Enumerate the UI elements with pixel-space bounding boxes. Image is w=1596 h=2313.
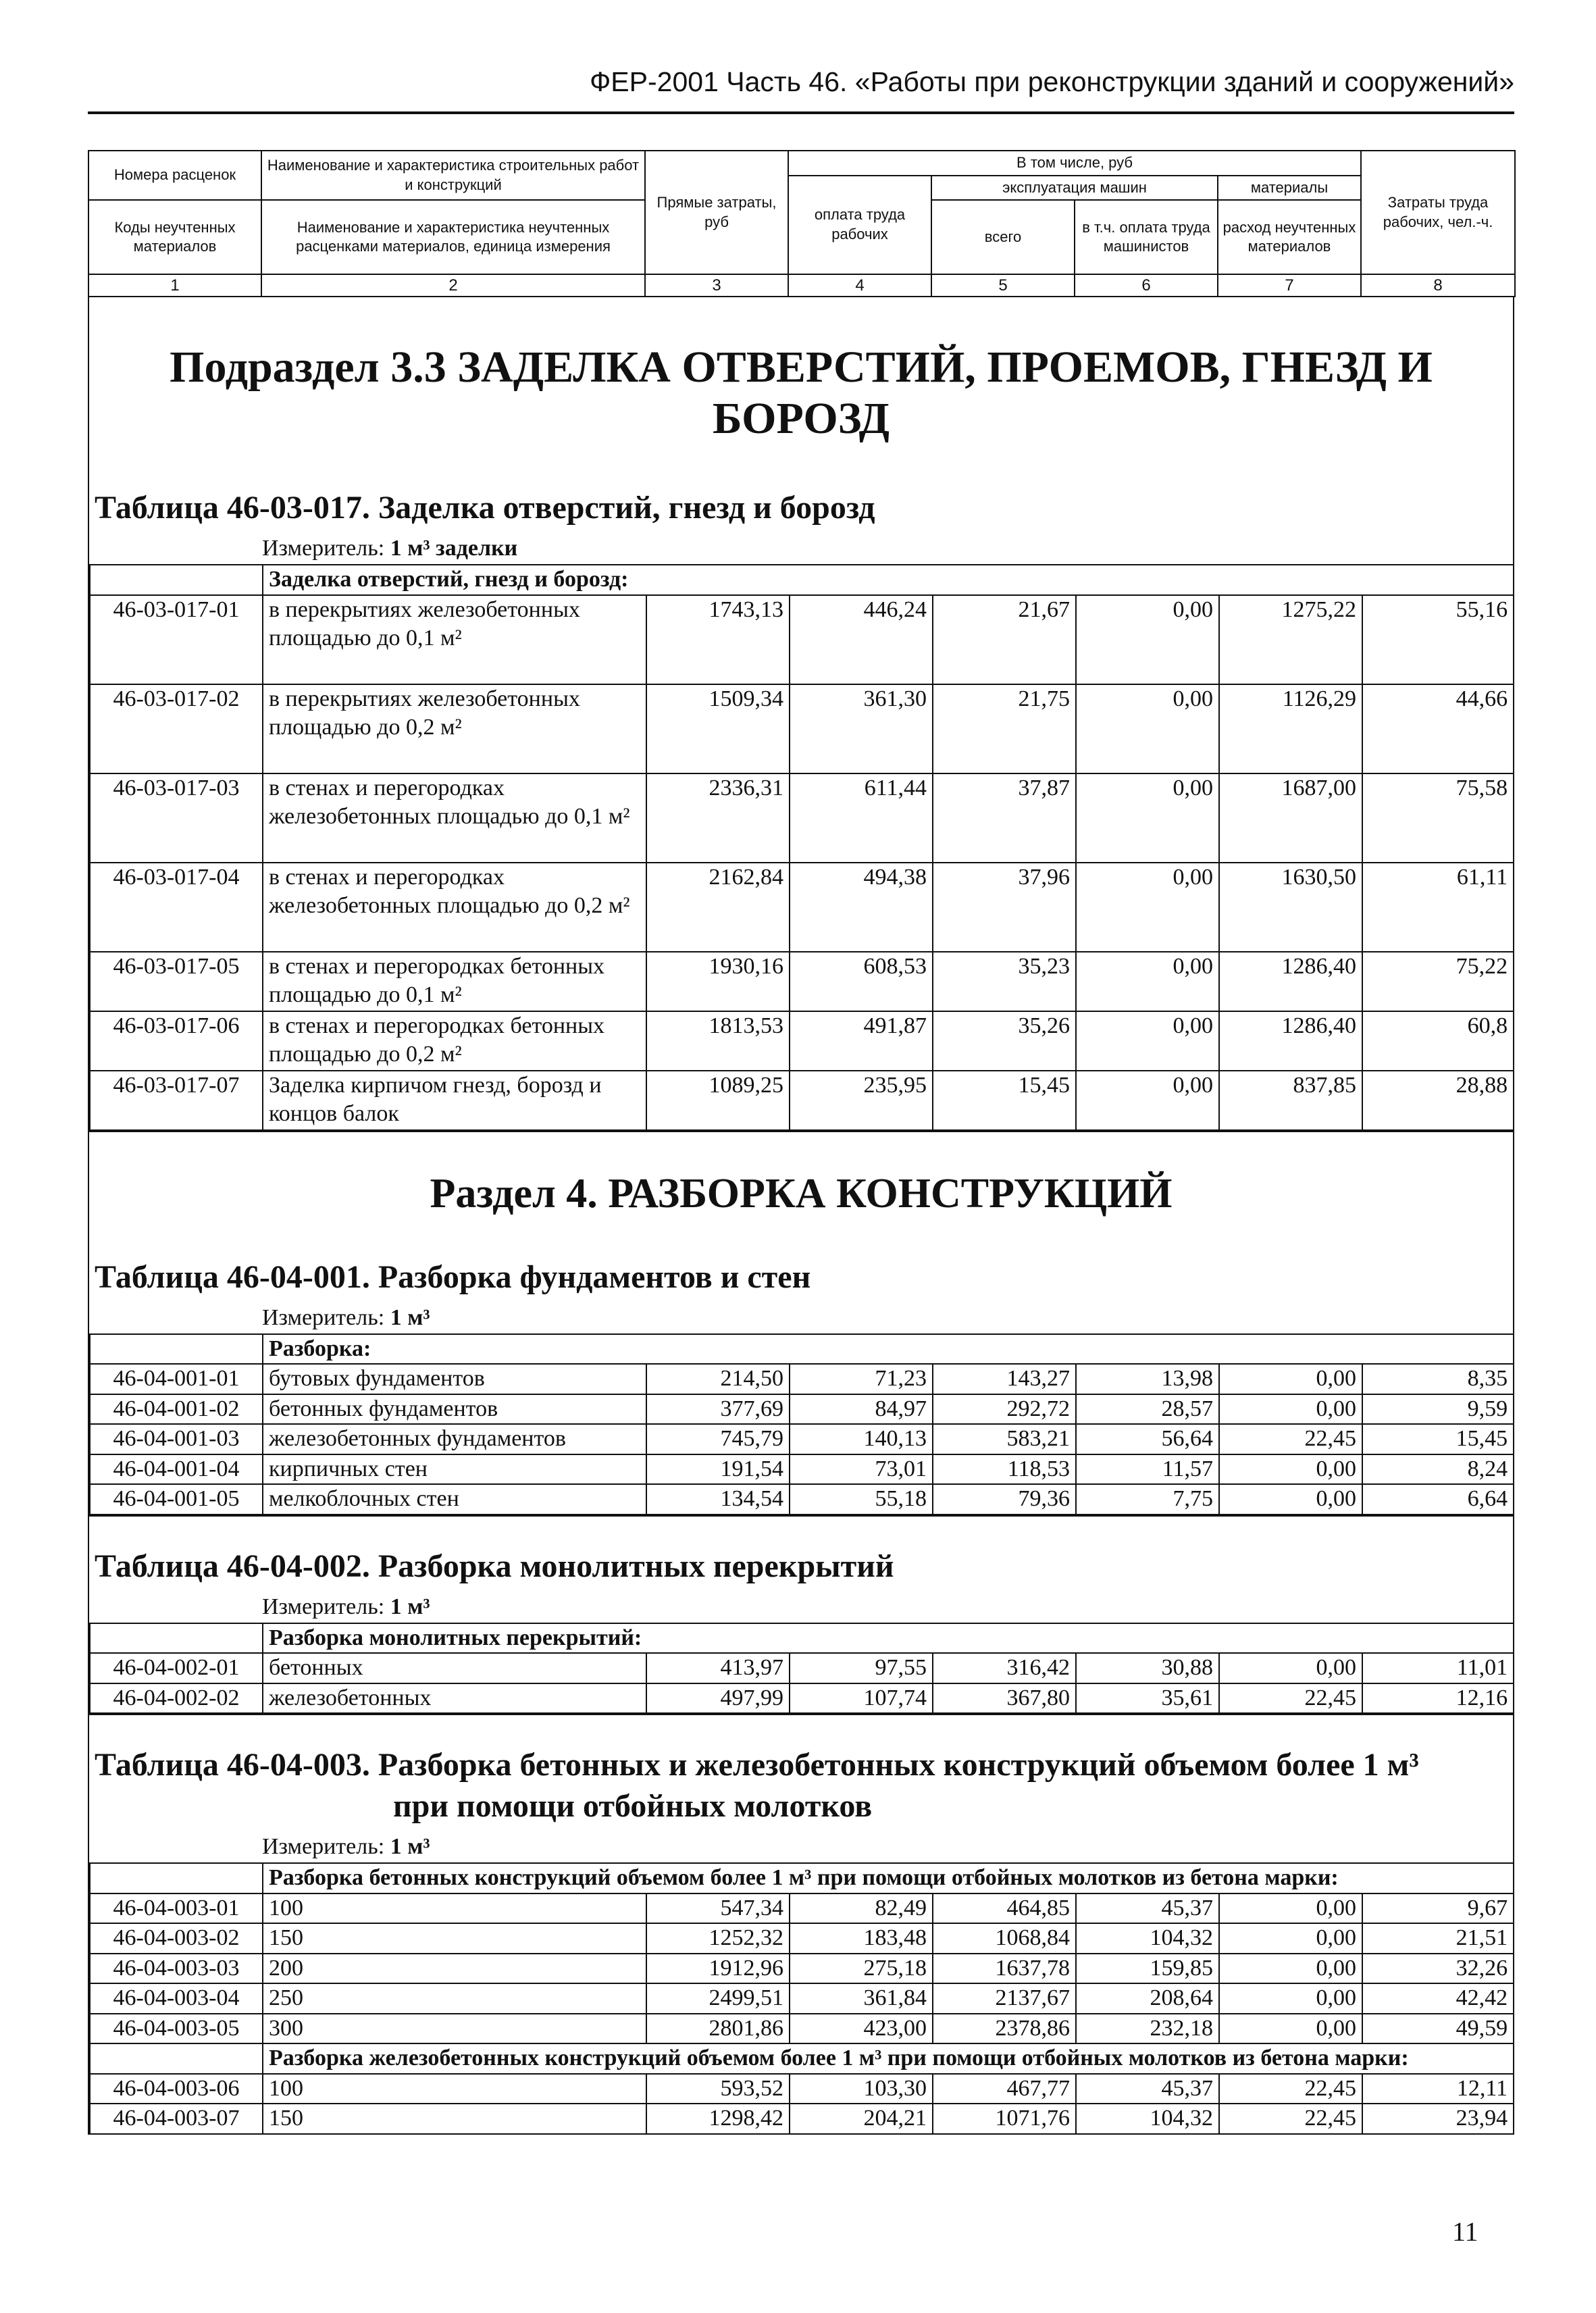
value-labor: 44,66 <box>1362 684 1514 773</box>
value-wages: 183,48 <box>790 1923 933 1954</box>
value-machines: 143,27 <box>933 1364 1076 1394</box>
work-name: бетонных <box>263 1653 646 1683</box>
work-name: в стенах и перегородках бетонных площадью до 0,1 м² <box>263 952 646 1011</box>
rate-code: 46-04-001-03 <box>90 1424 263 1454</box>
table-title: Таблица 46-04-002. Разборка монолитных перекрытий <box>95 1548 894 1584</box>
caption-number: 7 <box>1218 274 1361 297</box>
column-caption <box>88 150 1516 297</box>
caption-machinist-wages: в т.ч. оплата труда машинистов <box>1075 200 1218 274</box>
group-row <box>90 1334 1514 1365</box>
value-machinists: 45,37 <box>1076 2074 1219 2104</box>
value-wages: 140,13 <box>790 1424 933 1454</box>
document-frame <box>88 150 1514 2166</box>
table-row <box>90 1454 1514 1485</box>
value-direct: 2499,51 <box>646 1983 790 2014</box>
value-direct: 2801,86 <box>646 2014 790 2044</box>
value-direct: 191,54 <box>646 1454 790 1485</box>
table-row <box>90 1364 1514 1394</box>
value-materials: 1275,22 <box>1219 595 1362 684</box>
value-machines: 118,53 <box>933 1454 1076 1485</box>
rate-code: 46-04-001-01 <box>90 1364 263 1394</box>
work-name: бетонных фундаментов <box>263 1394 646 1425</box>
value-machinists: 45,37 <box>1076 1893 1219 1924</box>
caption-number: 4 <box>788 274 931 297</box>
table-row <box>90 2014 1514 2044</box>
value-labor: 8,24 <box>1362 1454 1514 1485</box>
value-direct: 1743,13 <box>646 595 790 684</box>
caption-number: 6 <box>1075 274 1218 297</box>
value-direct: 1252,32 <box>646 1923 790 1954</box>
caption-number: 2 <box>261 274 645 297</box>
group-spacer-cell <box>90 1334 263 1365</box>
value-machines: 1637,78 <box>933 1954 1076 1984</box>
value-wages: 275,18 <box>790 1954 933 1984</box>
value-wages: 491,87 <box>790 1011 933 1071</box>
value-labor: 42,42 <box>1362 1983 1514 2014</box>
rate-code: 46-03-017-07 <box>90 1071 263 1130</box>
rate-code: 46-04-003-06 <box>90 2074 263 2104</box>
table-row <box>90 2104 1514 2134</box>
value-machinists: 0,00 <box>1076 773 1219 863</box>
value-materials: 0,00 <box>1219 1394 1362 1425</box>
group-spacer-cell <box>90 565 263 595</box>
group-title: Разборка: <box>263 1334 1514 1365</box>
value-labor: 12,16 <box>1362 1683 1514 1714</box>
value-labor: 60,8 <box>1362 1011 1514 1071</box>
caption-codes: Номера расценок <box>88 151 261 200</box>
group-row <box>90 2043 1514 2074</box>
value-machinists: 0,00 <box>1076 1071 1219 1130</box>
table-row <box>90 863 1514 952</box>
value-labor: 15,45 <box>1362 1424 1514 1454</box>
value-wages: 446,24 <box>790 595 933 684</box>
value-wages: 107,74 <box>790 1683 933 1714</box>
rate-code: 46-03-017-03 <box>90 773 263 863</box>
value-wages: 361,30 <box>790 684 933 773</box>
value-direct: 134,54 <box>646 1484 790 1515</box>
value-labor: 21,51 <box>1362 1923 1514 1954</box>
work-name: мелкоблочных стен <box>263 1484 646 1515</box>
work-name: в перекрытиях железобетонных площадью до 0,2 м² <box>263 684 646 773</box>
value-materials: 1126,29 <box>1219 684 1362 773</box>
meter-value: 1 м³ <box>390 1304 430 1330</box>
rate-code: 46-03-017-01 <box>90 595 263 684</box>
value-wages: 103,30 <box>790 2074 933 2104</box>
spacer <box>89 1714 1513 1742</box>
value-machines: 35,26 <box>933 1011 1076 1071</box>
value-machines: 292,72 <box>933 1394 1076 1425</box>
value-materials: 0,00 <box>1219 2014 1362 2044</box>
value-direct: 2162,84 <box>646 863 790 952</box>
value-labor: 8,35 <box>1362 1364 1514 1394</box>
caption-number: 5 <box>931 274 1075 297</box>
value-machinists: 104,32 <box>1076 2104 1219 2134</box>
value-materials: 22,45 <box>1219 1424 1362 1454</box>
table-row <box>90 684 1514 773</box>
value-direct: 377,69 <box>646 1394 790 1425</box>
table-row <box>90 1954 1514 1984</box>
value-direct: 413,97 <box>646 1653 790 1683</box>
value-materials: 1687,00 <box>1219 773 1362 863</box>
group-spacer-cell <box>90 1863 263 1893</box>
meter-value: 1 м³ <box>390 1834 430 1860</box>
table-row <box>90 773 1514 863</box>
meter-value: 1 м³ <box>390 1594 430 1619</box>
value-machines: 35,23 <box>933 952 1076 1011</box>
work-name: 250 <box>263 1983 646 2014</box>
group-title: Разборка монолитных перекрытий: <box>263 1623 1514 1654</box>
value-machinists: 0,00 <box>1076 1011 1219 1071</box>
rate-code: 46-03-017-04 <box>90 863 263 952</box>
work-name: в стенах и перегородках бетонных площадью до 0,2 м² <box>263 1011 646 1071</box>
value-labor: 11,01 <box>1362 1653 1514 1683</box>
work-name: 100 <box>263 2074 646 2104</box>
rate-code: 46-03-017-02 <box>90 684 263 773</box>
work-name: в стенах и перегородках железобетонных площадью до 0,2 м² <box>263 863 646 952</box>
value-labor: 75,22 <box>1362 952 1514 1011</box>
table-row <box>90 1071 1514 1130</box>
table-row <box>90 1394 1514 1425</box>
caption-labor: Затраты труда рабочих, чел.-ч. <box>1361 151 1515 274</box>
rate-code: 46-04-001-02 <box>90 1394 263 1425</box>
value-machinists: 11,57 <box>1076 1454 1219 1485</box>
value-labor: 28,88 <box>1362 1071 1514 1130</box>
value-direct: 1509,34 <box>646 684 790 773</box>
work-name: 300 <box>263 2014 646 2044</box>
value-wages: 55,18 <box>790 1484 933 1515</box>
group-row <box>90 1623 1514 1654</box>
value-machinists: 159,85 <box>1076 1954 1219 1984</box>
table-title: Таблица 46-04-001. Разборка фундаментов и стен <box>95 1259 811 1295</box>
value-machines: 37,87 <box>933 773 1076 863</box>
value-materials: 22,45 <box>1219 2104 1362 2134</box>
group-title: Заделка отверстий, гнезд и борозд: <box>263 565 1514 595</box>
value-direct: 1813,53 <box>646 1011 790 1071</box>
rate-code: 46-04-003-04 <box>90 1983 263 2014</box>
value-machinists: 28,57 <box>1076 1394 1219 1425</box>
value-machinists: 7,75 <box>1076 1484 1219 1515</box>
table-row <box>90 2074 1514 2104</box>
table-title: Таблица 46-03-017. Заделка отверстий, гнезд и борозд <box>95 490 875 526</box>
rate-code: 46-04-001-05 <box>90 1484 263 1515</box>
caption-unaccounted: расход неучтенных материалов <box>1218 200 1361 274</box>
table-meter <box>89 1834 1513 1860</box>
value-materials: 0,00 <box>1219 1923 1362 1954</box>
meter-label: Измеритель: <box>262 536 385 561</box>
value-machinists: 0,00 <box>1076 863 1219 952</box>
meter-value: 1 м³ заделки <box>390 536 518 561</box>
value-wages: 73,01 <box>790 1454 933 1485</box>
value-direct: 1912,96 <box>646 1954 790 1984</box>
value-materials: 0,00 <box>1219 1364 1362 1394</box>
value-materials: 0,00 <box>1219 1653 1362 1683</box>
table-row <box>90 1484 1514 1515</box>
rates-table-46-04-003 <box>89 1862 1514 2135</box>
table-meter <box>89 1305 1513 1331</box>
value-machines: 367,80 <box>933 1683 1076 1714</box>
value-wages: 84,97 <box>790 1394 933 1425</box>
value-machines: 21,67 <box>933 595 1076 684</box>
table-title: Таблица 46-04-003. Разборка бетонных и железобетонных конструкций объемом более 1 м³ <box>95 1747 1419 1783</box>
value-wages: 204,21 <box>790 2104 933 2134</box>
caption-including: В том числе, руб <box>788 151 1361 176</box>
work-name: 100 <box>263 1893 646 1924</box>
work-name: в стенах и перегородках железобетонных площадью до 0,1 м² <box>263 773 646 863</box>
value-direct: 745,79 <box>646 1424 790 1454</box>
value-machines: 2137,67 <box>933 1983 1076 2014</box>
value-machines: 316,42 <box>933 1653 1076 1683</box>
value-materials: 1286,40 <box>1219 952 1362 1011</box>
value-labor: 32,26 <box>1362 1954 1514 1984</box>
group-title: Разборка железобетонных конструкций объемом более 1 м³ при помощи отбойных молотков из бетона марки: <box>263 2043 1514 2074</box>
work-name: бутовых фундаментов <box>263 1364 646 1394</box>
value-machines: 37,96 <box>933 863 1076 952</box>
document-body <box>88 297 1514 2135</box>
group-spacer-cell <box>90 2043 263 2074</box>
value-machines: 464,85 <box>933 1893 1076 1924</box>
spacer <box>89 1131 1513 1156</box>
value-machinists: 104,32 <box>1076 1923 1219 1954</box>
rate-code: 46-04-001-04 <box>90 1454 263 1485</box>
section-heading: Раздел 4. РАЗБОРКА КОНСТРУКЦИЙ <box>430 1170 1173 1217</box>
running-header: ФЕР-2001 Часть 46. «Работы при реконструкции зданий и сооружений» <box>590 66 1514 97</box>
value-labor: 23,94 <box>1362 2104 1514 2134</box>
value-direct: 497,99 <box>646 1683 790 1714</box>
table-row <box>90 1983 1514 2014</box>
table-meter <box>89 536 1513 561</box>
value-machinists: 232,18 <box>1076 2014 1219 2044</box>
value-machines: 21,75 <box>933 684 1076 773</box>
value-machinists: 208,64 <box>1076 1983 1219 2014</box>
work-name: 150 <box>263 2104 646 2134</box>
caption-number: 3 <box>645 274 788 297</box>
work-name: кирпичных стен <box>263 1454 646 1485</box>
work-name: 200 <box>263 1954 646 1984</box>
value-machines: 1068,84 <box>933 1923 1076 1954</box>
header-rule <box>88 111 1514 114</box>
work-name: Заделка кирпичом гнезд, борозд и концов балок <box>263 1071 646 1130</box>
meter-label: Измеритель: <box>262 1304 385 1330</box>
value-materials: 837,85 <box>1219 1071 1362 1130</box>
table-row <box>90 1893 1514 1924</box>
spacer <box>89 1515 1513 1544</box>
caption-direct-costs: Прямые затраты, руб <box>645 151 788 274</box>
table-row <box>90 1653 1514 1683</box>
subsection-heading: Подраздел 3.3 ЗАДЕЛКА ОТВЕРСТИЙ, ПРОЕМОВ, ГНЕЗД И БОРОЗД <box>170 342 1433 444</box>
caption-number: 8 <box>1361 274 1515 297</box>
value-labor: 49,59 <box>1362 2014 1514 2044</box>
value-wages: 71,23 <box>790 1364 933 1394</box>
table-meter <box>89 1594 1513 1620</box>
rate-code: 46-04-003-05 <box>90 2014 263 2044</box>
rates-table-46-03-017 <box>89 564 1514 1131</box>
value-labor: 9,59 <box>1362 1394 1514 1425</box>
table-row <box>90 595 1514 684</box>
value-machinists: 35,61 <box>1076 1683 1219 1714</box>
rates-table-46-04-002 <box>89 1623 1514 1714</box>
caption-material-codes: Коды неучтенных материалов <box>88 200 261 274</box>
value-materials: 1630,50 <box>1219 863 1362 952</box>
value-machinists: 0,00 <box>1076 952 1219 1011</box>
work-name: 150 <box>263 1923 646 1954</box>
value-wages: 423,00 <box>790 2014 933 2044</box>
table-row <box>90 1923 1514 1954</box>
value-machinists: 56,64 <box>1076 1424 1219 1454</box>
value-materials: 22,45 <box>1219 1683 1362 1714</box>
value-direct: 2336,31 <box>646 773 790 863</box>
rate-code: 46-04-002-01 <box>90 1653 263 1683</box>
caption-wages: оплата труда рабочих <box>788 176 931 275</box>
value-direct: 1089,25 <box>646 1071 790 1130</box>
value-direct: 547,34 <box>646 1893 790 1924</box>
group-row <box>90 1863 1514 1893</box>
value-machinists: 0,00 <box>1076 595 1219 684</box>
value-machines: 1071,76 <box>933 2104 1076 2134</box>
work-name: железобетонных фундаментов <box>263 1424 646 1454</box>
meter-label: Измеритель: <box>262 1834 385 1860</box>
value-materials: 1286,40 <box>1219 1011 1362 1071</box>
value-labor: 61,11 <box>1362 863 1514 952</box>
value-materials: 0,00 <box>1219 1454 1362 1485</box>
rate-code: 46-04-003-03 <box>90 1954 263 1984</box>
group-title: Разборка бетонных конструкций объемом более 1 м³ при помощи отбойных молотков из бетона марки: <box>263 1863 1514 1893</box>
value-wages: 97,55 <box>790 1653 933 1683</box>
value-direct: 593,52 <box>646 2074 790 2104</box>
value-materials: 0,00 <box>1219 1893 1362 1924</box>
caption-number: 1 <box>88 274 261 297</box>
value-direct: 1298,42 <box>646 2104 790 2134</box>
value-wages: 235,95 <box>790 1071 933 1130</box>
value-direct: 214,50 <box>646 1364 790 1394</box>
value-labor: 6,64 <box>1362 1484 1514 1515</box>
value-machinists: 0,00 <box>1076 684 1219 773</box>
caption-machines-total: всего <box>931 200 1075 274</box>
value-materials: 0,00 <box>1219 1983 1362 2014</box>
rate-code: 46-04-003-02 <box>90 1923 263 1954</box>
value-wages: 494,38 <box>790 863 933 952</box>
group-spacer-cell <box>90 1623 263 1654</box>
value-wages: 608,53 <box>790 952 933 1011</box>
rate-code: 46-04-003-01 <box>90 1893 263 1924</box>
rate-code: 46-04-002-02 <box>90 1683 263 1714</box>
value-machines: 2378,86 <box>933 2014 1076 2044</box>
value-machinists: 13,98 <box>1076 1364 1219 1394</box>
value-labor: 9,67 <box>1362 1893 1514 1924</box>
caption-materials: материалы <box>1218 176 1361 201</box>
value-labor: 55,16 <box>1362 595 1514 684</box>
page-number: 11 <box>1452 2216 1478 2247</box>
value-machines: 15,45 <box>933 1071 1076 1130</box>
group-row <box>90 565 1514 595</box>
value-machines: 79,36 <box>933 1484 1076 1515</box>
value-wages: 82,49 <box>790 1893 933 1924</box>
caption-machines: эксплуатация машин <box>931 176 1218 201</box>
value-wages: 611,44 <box>790 773 933 863</box>
value-wages: 361,84 <box>790 1983 933 2014</box>
table-row <box>90 1011 1514 1071</box>
work-name: в перекрытиях железобетонных площадью до 0,1 м² <box>263 595 646 684</box>
value-direct: 1930,16 <box>646 952 790 1011</box>
value-materials: 0,00 <box>1219 1954 1362 1984</box>
value-labor: 12,11 <box>1362 2074 1514 2104</box>
table-row <box>90 952 1514 1011</box>
value-materials: 22,45 <box>1219 2074 1362 2104</box>
rate-code: 46-03-017-05 <box>90 952 263 1011</box>
rates-table-46-04-001 <box>89 1333 1514 1515</box>
value-machines: 467,77 <box>933 2074 1076 2104</box>
meter-label: Измеритель: <box>262 1594 385 1619</box>
caption-material-name: Наименование и характеристика неучтенных расценками материалов, единица измерения <box>261 200 645 274</box>
table-title-continuation: при помощи отбойных молотков <box>393 1788 873 1825</box>
caption-work-name: Наименование и характеристика строительных работ и конструкций <box>261 151 645 200</box>
value-machinists: 30,88 <box>1076 1653 1219 1683</box>
table-row <box>90 1424 1514 1454</box>
work-name: железобетонных <box>263 1683 646 1714</box>
rate-code: 46-03-017-06 <box>90 1011 263 1071</box>
value-machines: 583,21 <box>933 1424 1076 1454</box>
value-materials: 0,00 <box>1219 1484 1362 1515</box>
rate-code: 46-04-003-07 <box>90 2104 263 2134</box>
value-labor: 75,58 <box>1362 773 1514 863</box>
table-row <box>90 1683 1514 1714</box>
